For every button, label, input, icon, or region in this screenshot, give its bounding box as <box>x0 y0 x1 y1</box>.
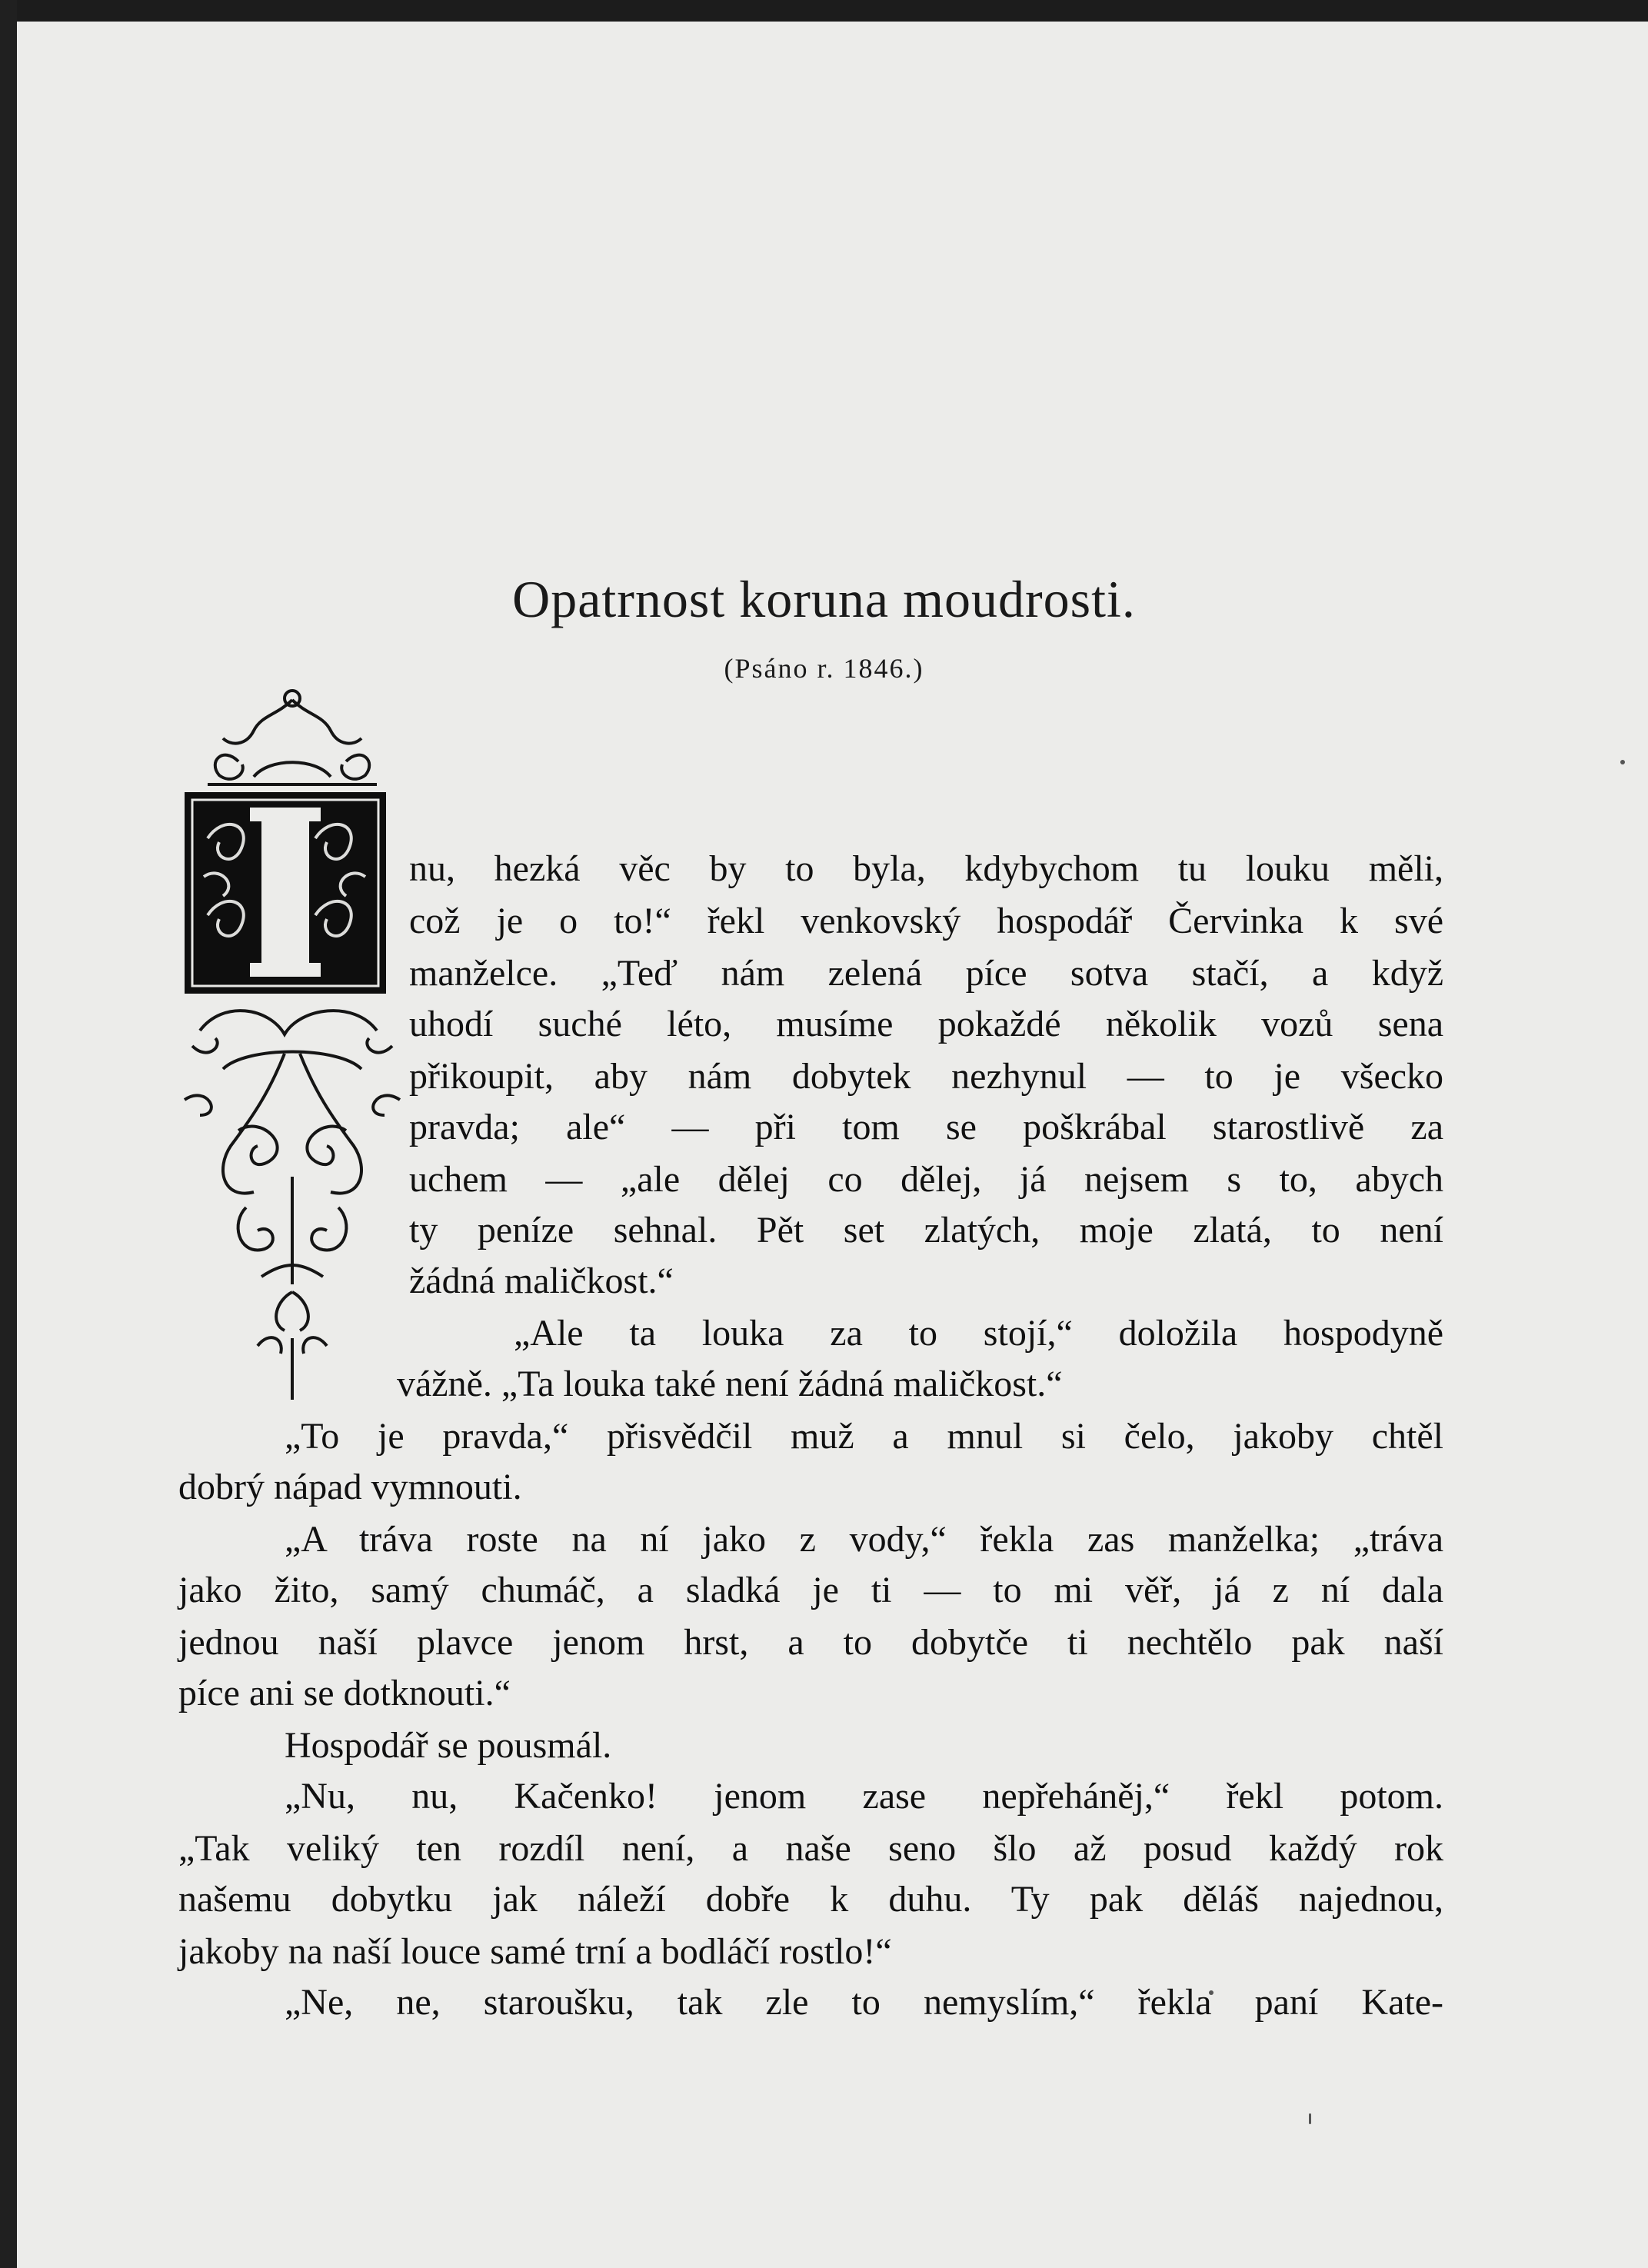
text-line: „To je pravda,“ přisvědčil muž a mnul si čelo, jakoby chtěl <box>285 1416 1443 1457</box>
text-line: uchem — „ale dělej co dělej, já nejsem s to, abych <box>409 1159 1443 1200</box>
text-line: Hospodář se pousmál. <box>285 1725 612 1766</box>
text-line: „Nu, nu, Kačenko! jenom zase nepřeháněj,“ řekl potom. <box>285 1776 1443 1817</box>
text-line: pravda; ale“ — při tom se poškrábal starostlivě za <box>409 1107 1443 1147</box>
text-line: uhodí suché léto, musíme pokaždé několik vozů sena <box>409 1004 1443 1044</box>
text-line: jednou naší plavce jenom hrst, a to dobytče ti nechtělo pak naší <box>178 1622 1443 1663</box>
text-line: dobrý nápad vymnouti. <box>178 1467 522 1507</box>
text-line: nu, hezká věc by to byla, kdybychom tu louku měli, <box>409 848 1443 889</box>
text-line: ty peníze sehnal. Pět set zlatých, moje zlatá, to není <box>409 1210 1443 1251</box>
text-line: přikoupit, aby nám dobytek nezhynul — to je všecko <box>409 1056 1443 1097</box>
text-line: „Ne, ne, staroušku, tak zle to nemyslím,“ řekla paní Kate- <box>285 1982 1443 2023</box>
chapter-subtitle: (Psáno r. 1846.) <box>724 653 924 684</box>
text-line: našemu dobytku jak náleží dobře k duhu. Ty pak děláš najednou, <box>178 1879 1443 1920</box>
text-line: „Ale ta louka za to stojí,“ doložila hospodyně <box>514 1313 1443 1354</box>
text-line: což je o to!“ řekl venkovský hospodář Červinka k své <box>409 901 1443 941</box>
text-line: „A tráva roste na ní jako z vody,“ řekla zas manželka; „tráva <box>285 1519 1443 1560</box>
text-line: manželce. „Teď nám zelená píce sotva stačí, a když <box>409 953 1443 994</box>
text-line: píce ani se dotknouti.“ <box>178 1673 511 1713</box>
paper-speck <box>1309 2113 1311 2124</box>
scan-top-edge <box>0 0 1648 22</box>
text-line: žádná maličkost.“ <box>409 1261 674 1301</box>
text-line: jako žito, samý chumáč, a sladká je ti — to mi věř, já z ní dala <box>178 1570 1443 1610</box>
chapter-title: Opatrnost koruna moudrosti. <box>512 570 1136 628</box>
paper-speck <box>1620 760 1625 764</box>
drop-cap-ornament <box>177 684 408 1407</box>
text-line: vážně. „Ta louka také není žádná maličkost.“ <box>397 1364 1063 1404</box>
text-line: „Tak veliký ten rozdíl není, a naše seno šlo až posud každý rok <box>178 1828 1443 1869</box>
scan-left-edge <box>0 0 17 2268</box>
text-line: jakoby na naší louce samé trní a bodláčí rostlo!“ <box>178 1931 892 1972</box>
